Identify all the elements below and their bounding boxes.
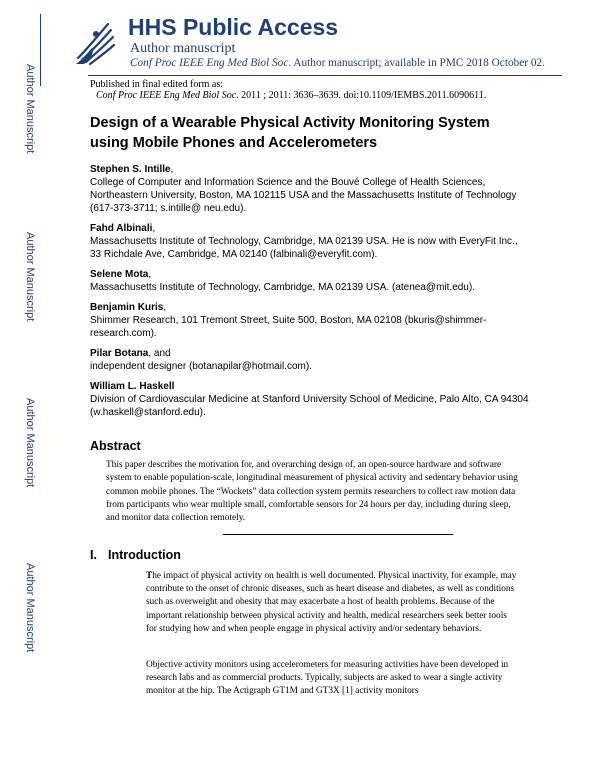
author-suffix: , and (148, 348, 171, 359)
author-affiliation: Shimmer Research, 101 Tremont Street, Suite 500, Boston, MA 02108 (bkuris@shimmer-research.com). (90, 315, 487, 339)
sidebar-author-manuscript-3: Author Manuscript (24, 398, 36, 488)
author-affiliation: independent designer (botanapilar@hotmail.com). (90, 361, 312, 372)
author-name: Stephen S. Intille (90, 164, 171, 175)
abstract-rule (223, 534, 453, 535)
intro-paragraph-2: Objective activity monitors using accelerometers for measuring activities have been developed in research labs and as commercial products. Typically, subjects are asked to wear a single activity monitor at the hip. The Actigraph GT1M and GT3X [1] activity monitors (146, 660, 509, 697)
author-affiliation: Massachusetts Institute of Technology, Cambridge, MA 02139 USA. (atenea@mit.edu). (90, 282, 475, 293)
author-name: William L. Haskell (90, 381, 175, 392)
published-label: Published in final edited form as: (90, 79, 224, 90)
intro-paragraph-1-text: he impact of physical activity on health is well documented. Physical inactivity, for example, may contribute to the onset of chronic diseases, such as heart disease and diabetes, as well as conditions such as overweight and obesity that may exacerbate a host of health problems. Because of the important relationship between physical activity and health, medical researchers seek better tools for studying how and when people engage in physical activity and/or sedentary behaviors. (146, 571, 517, 634)
author-name: Fahd Albinali (90, 223, 153, 234)
author-suffix: , (148, 269, 152, 280)
sidebar-author-manuscript-4: Author Manuscript (24, 563, 36, 653)
availability-text: . Author manuscript; available in PMC 2018 October 02. (288, 57, 545, 69)
published-journal: Conf Proc IEEE Eng Med Biol Soc (96, 90, 237, 101)
abstract-heading: Abstract (90, 439, 141, 453)
section-heading-introduction (90, 548, 181, 562)
sidebar-author-manuscript-1: Author Manuscript (24, 64, 36, 154)
author-suffix: , (170, 164, 174, 175)
journal-availability (130, 57, 545, 69)
author-suffix: , (163, 302, 167, 313)
author-entry (90, 268, 530, 294)
header-divider (40, 14, 41, 86)
drop-lead-letter: T (146, 571, 153, 581)
journal-name: Conf Proc IEEE Eng Med Biol Soc (130, 57, 289, 69)
author-name: Pilar Botana (90, 348, 149, 359)
section-number: I. (90, 548, 97, 562)
paper-title: Design of a Wearable Physical Activity Monitoring System using Mobile Phones and Accelerometers (90, 115, 490, 151)
author-list (90, 163, 530, 426)
author-affiliation: College of Computer and Information Science and the Bouvé College of Health Sciences, Northeastern University, Boston, MA 102115 USA and the Massachusetts Institute of Technology (617-373-3711; s.intille@ neu.edu). (90, 177, 517, 214)
hhs-public-access-title: HHS Public Access (128, 14, 339, 40)
author-entry (90, 163, 530, 215)
intro-paragraph-1 (146, 570, 520, 636)
author-name: Selene Mota (90, 269, 149, 280)
header-rule (88, 75, 562, 76)
abstract-text: This paper describes the motivation for, and overarching design of, an open-source hardware and software system to enable population-scale, longitudinal measurement of physical activity and sedentary behavior using common mobile phones. The “Wockets” data collection system permits researchers to collect raw motion data from participants who wear multiple small, comfortable sensors for 24 hours per day, including during sleep, and monitor data collection remotely. (106, 460, 518, 524)
author-entry (90, 301, 530, 340)
hhs-eagle-logo-icon (74, 18, 116, 68)
author-entry (90, 222, 530, 261)
author-manuscript-subtitle: Author manuscript (130, 41, 236, 56)
published-details: . 2011 ; 2011: 3636–3639. doi:10.1109/IEMBS.2011.6090611. (236, 90, 487, 101)
author-affiliation: Division of Cardiovascular Medicine at Stanford University School of Medicine, Palo Alto, CA 94304 (w.haskell@stanford.edu). (90, 394, 529, 418)
published-citation (96, 90, 486, 101)
section-title: Introduction (108, 548, 181, 562)
author-entry (90, 380, 530, 419)
author-entry (90, 347, 530, 373)
sidebar-author-manuscript-2: Author Manuscript (24, 232, 36, 322)
author-name: Benjamin Kuris (90, 302, 164, 313)
author-affiliation: Massachusetts Institute of Technology, Cambridge, MA 02139 USA. He is now with EveryFit Inc., 33 Richdale Ave, Cambridge, MA 02140 (falbinali@everyfit.com). (90, 236, 518, 260)
author-suffix: , (152, 223, 156, 234)
